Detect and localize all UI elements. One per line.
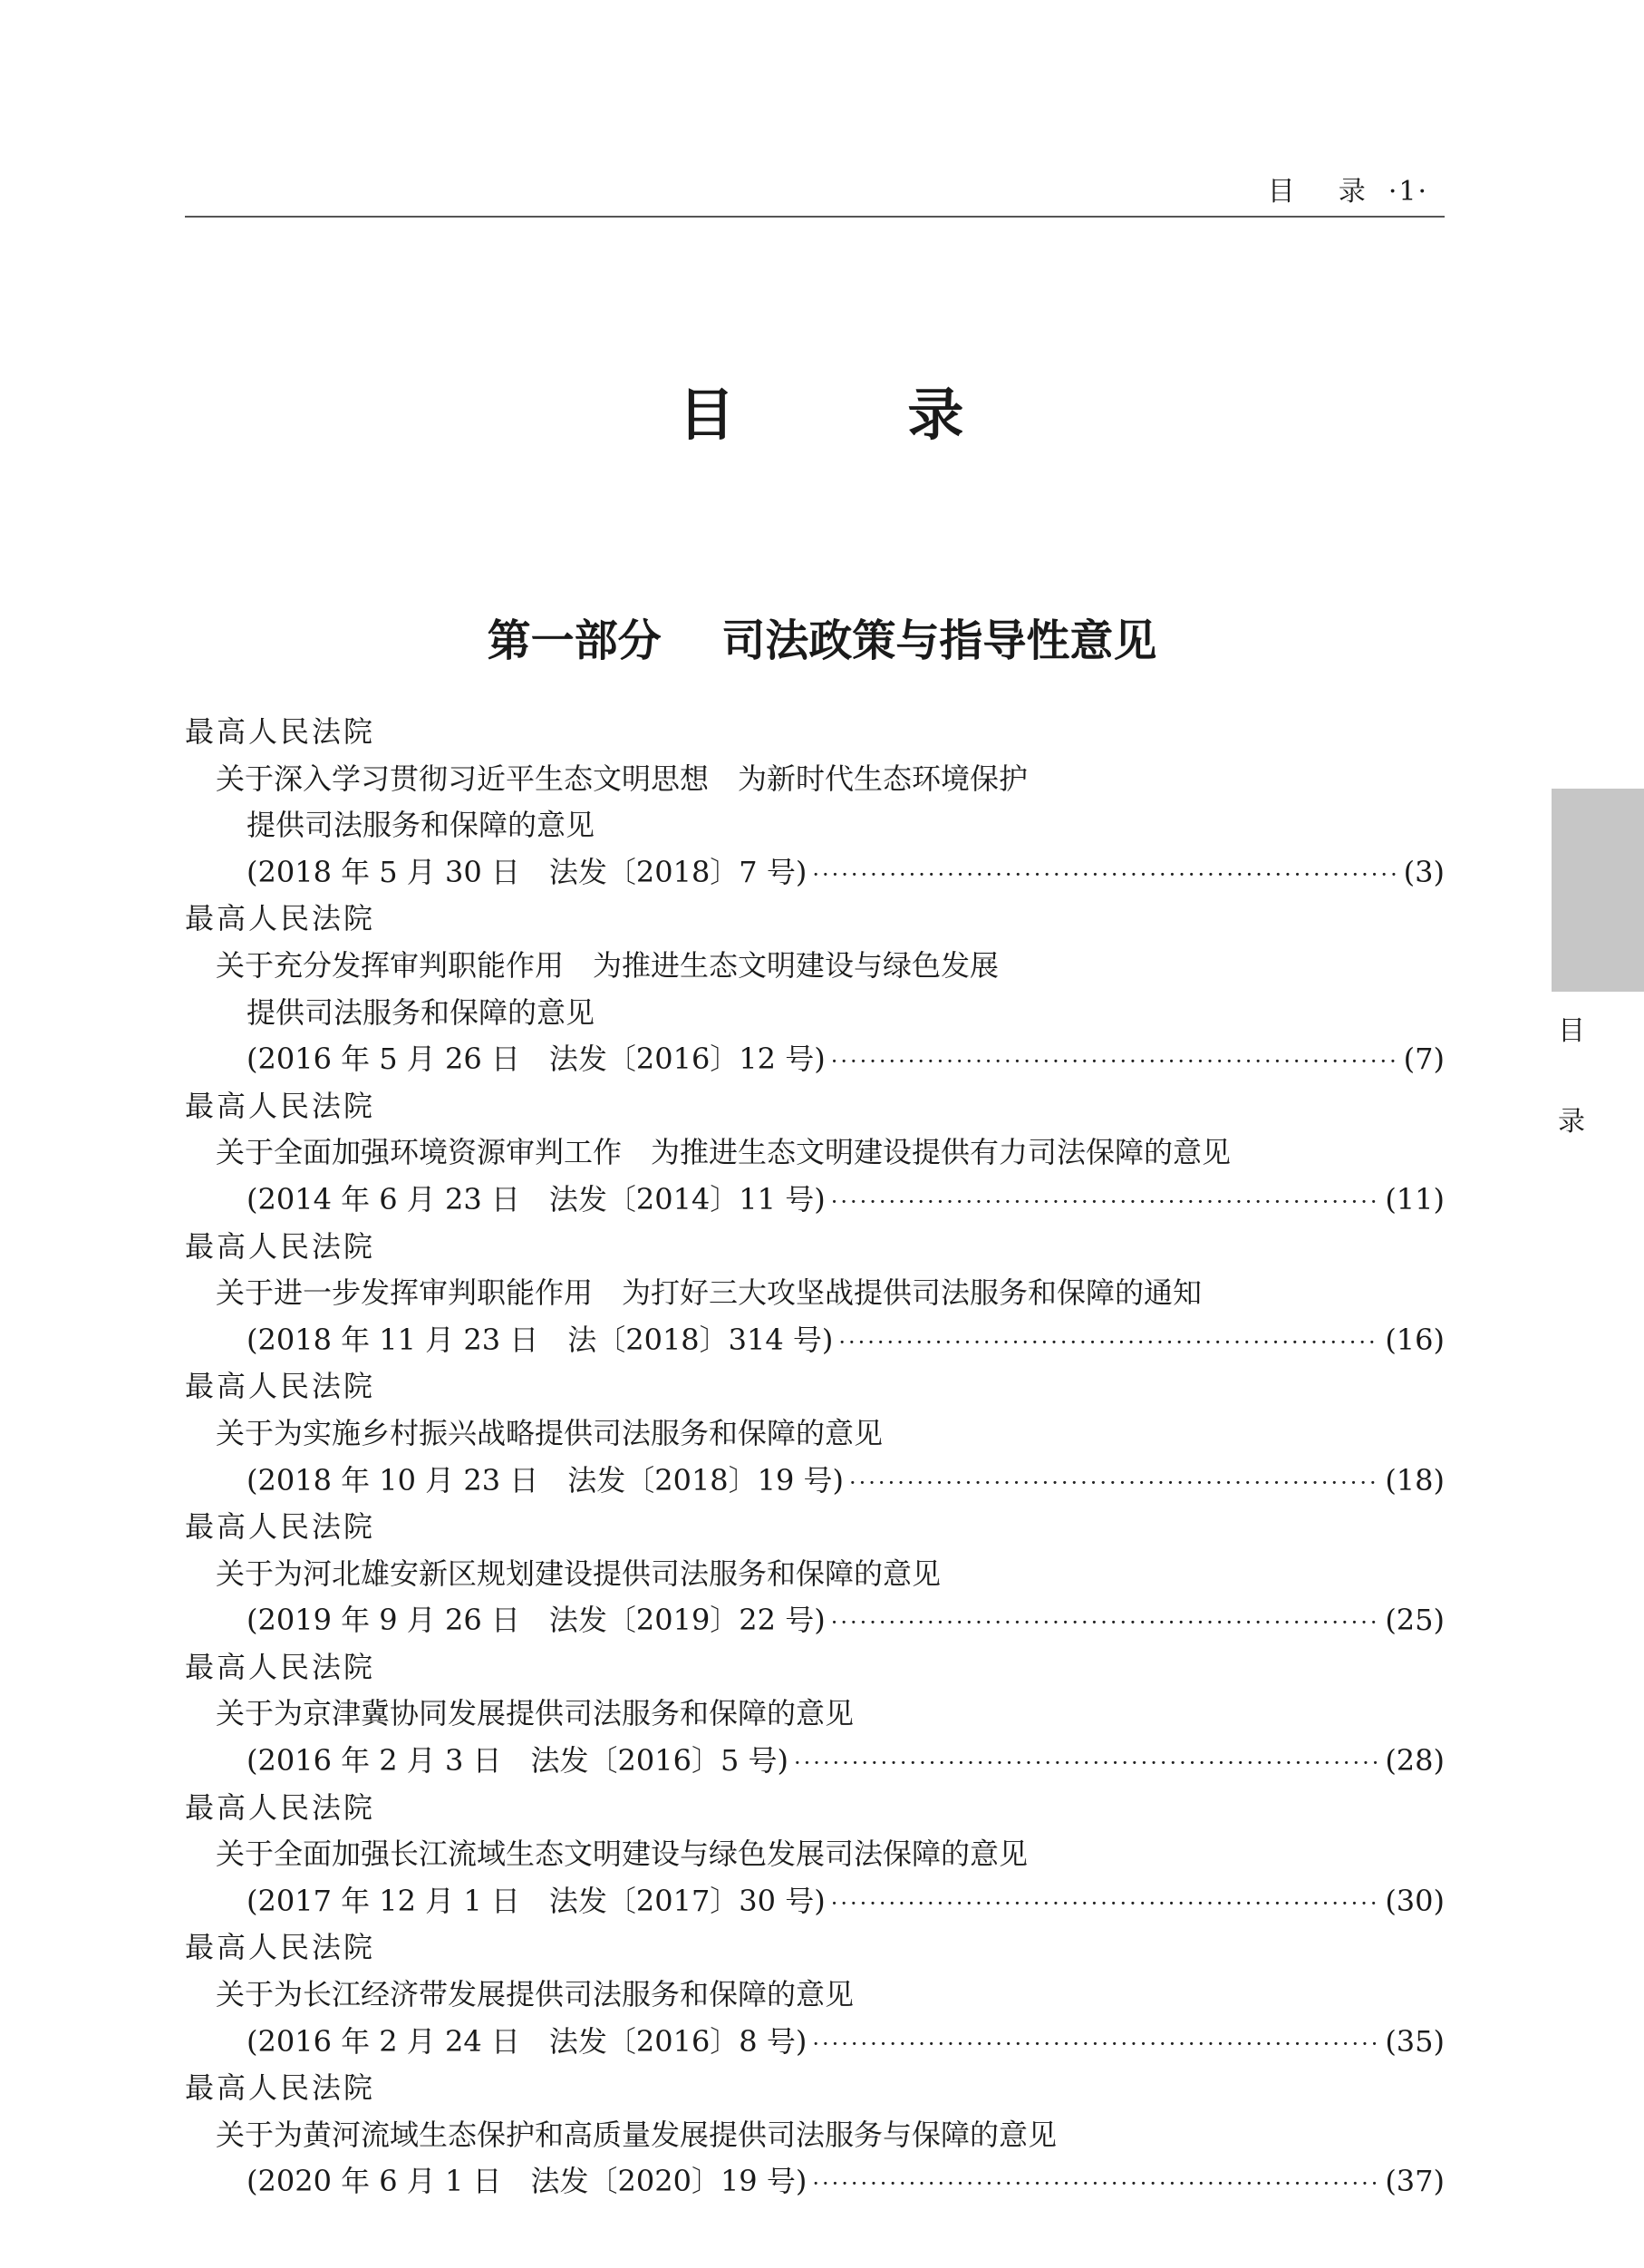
toc-issuer: 最高人民法院 — [185, 1369, 376, 1404]
toc-meta: (2019 年 9 月 26 日 法发〔2019〕22 号) — [247, 1603, 826, 1638]
toc-page-number[interactable]: (37) — [1385, 2164, 1445, 2199]
toc-page-number[interactable]: (16) — [1385, 1322, 1445, 1357]
page-title: 目 录 — [678, 382, 966, 448]
toc-title[interactable]: 关于深入学习贯彻习近平生态文明思想 为新时代生态环境保护 — [216, 761, 1029, 796]
toc-title[interactable]: 关于全面加强长江流域生态文明建设与绿色发展司法保障的意见 — [216, 1837, 1029, 1872]
toc-meta: (2016 年 2 月 3 日 法发〔2016〕5 号) — [247, 1743, 788, 1779]
toc-meta: (2016 年 5 月 26 日 法发〔2016〕12 号) — [247, 1042, 826, 1077]
toc-entry[interactable] — [185, 896, 1445, 1082]
toc-entry[interactable] — [185, 1363, 1445, 1504]
toc-title[interactable]: 关于为京津冀协同发展提供司法服务和保障的意见 — [216, 1696, 855, 1731]
toc-meta-line — [185, 1597, 1445, 1644]
side-tab-label-char1: 目 — [1558, 1015, 1585, 1047]
dot-leader — [831, 1881, 1378, 1928]
toc-meta-line — [185, 1878, 1445, 1925]
toc-meta: (2016 年 2 月 24 日 法发〔2016〕8 号) — [247, 2023, 807, 2059]
toc-entry[interactable] — [185, 709, 1445, 896]
toc-title[interactable]: 关于为河北雄安新区规划建设提供司法服务和保障的意见 — [216, 1556, 942, 1591]
dot-leader — [812, 2161, 1378, 2208]
dot-leader — [812, 852, 1396, 899]
dot-leader — [831, 1600, 1378, 1647]
toc-title-continued[interactable]: 提供司法服务和保障的意见 — [247, 808, 595, 843]
toc-meta: (2017 年 12 月 1 日 法发〔2017〕30 号) — [247, 1883, 826, 1918]
toc-issuer: 最高人民法院 — [185, 714, 376, 749]
toc-page-number[interactable]: (30) — [1385, 1883, 1445, 1918]
toc-issuer: 最高人民法院 — [185, 1509, 376, 1545]
toc-issuer: 最高人民法院 — [185, 1789, 376, 1825]
toc-meta: (2020 年 6 月 1 日 法发〔2020〕19 号) — [247, 2164, 807, 2199]
toc-entry[interactable] — [185, 1924, 1445, 2065]
dot-leader — [794, 1740, 1378, 1788]
toc-meta-line — [185, 1458, 1445, 1505]
dot-leader — [831, 1039, 1397, 1086]
toc-title[interactable]: 关于为实施乡村振兴战略提供司法服务和保障的意见 — [216, 1415, 884, 1450]
toc-title[interactable]: 关于为长江经济带发展提供司法服务和保障的意见 — [216, 1977, 855, 2012]
toc-page-number[interactable]: (28) — [1385, 1743, 1445, 1779]
toc-meta: (2018 年 10 月 23 日 法发〔2018〕19 号) — [247, 1462, 845, 1497]
toc-page-number[interactable]: (3) — [1403, 854, 1445, 889]
toc-page-number[interactable]: (25) — [1385, 1603, 1445, 1638]
dot-leader — [849, 1460, 1378, 1507]
toc-page-number[interactable]: (35) — [1385, 2023, 1445, 2059]
dot-leader — [838, 1320, 1378, 1367]
toc-title[interactable]: 关于进一步发挥审判职能作用 为打好三大攻坚战提供司法服务和保障的通知 — [216, 1275, 1203, 1311]
toc-meta-line — [185, 1036, 1445, 1083]
dot-leader — [831, 1179, 1378, 1226]
toc-issuer: 最高人民法院 — [185, 1649, 376, 1684]
toc-issuer: 最高人民法院 — [185, 901, 376, 936]
toc-entry[interactable] — [185, 1083, 1445, 1224]
toc-meta-line — [185, 1738, 1445, 1785]
toc-page-number[interactable]: (18) — [1385, 1462, 1445, 1497]
toc-issuer: 最高人民法院 — [185, 1088, 376, 1123]
running-header-title: 目 录 ·1· — [1267, 176, 1428, 208]
toc-title[interactable]: 关于全面加强环境资源审判工作 为推进生态文明建设提供有力司法保障的意见 — [216, 1135, 1232, 1170]
toc-meta: (2018 年 5 月 30 日 法发〔2018〕7 号) — [247, 854, 807, 889]
dot-leader — [812, 2021, 1378, 2069]
toc-entry[interactable] — [185, 1504, 1445, 1644]
toc-entry[interactable] — [185, 1644, 1445, 1785]
toc-issuer: 最高人民法院 — [185, 1930, 376, 1965]
side-tab-label-char2: 录 — [1558, 1106, 1585, 1138]
toc-entry[interactable] — [185, 1785, 1445, 1925]
toc-entry[interactable] — [185, 2065, 1445, 2205]
toc-meta: (2018 年 11 月 23 日 法〔2018〕314 号) — [247, 1322, 834, 1357]
toc-meta-line — [185, 2019, 1445, 2066]
toc-page-number[interactable]: (7) — [1403, 1042, 1445, 1077]
running-header — [185, 163, 1445, 218]
toc-entry[interactable] — [185, 1224, 1445, 1364]
part-title: 第一部分 司法政策与指导性意见 — [487, 615, 1157, 666]
toc-title[interactable]: 关于为黄河流域生态保护和高质量发展提供司法服务与保障的意见 — [216, 2117, 1058, 2152]
toc-issuer: 最高人民法院 — [185, 1228, 376, 1264]
toc-meta-line — [185, 1317, 1445, 1364]
toc-meta-line — [185, 849, 1445, 897]
toc-meta-line — [185, 2158, 1445, 2205]
side-thumb-tab — [1552, 789, 1644, 992]
toc-title[interactable]: 关于充分发挥审判职能作用 为推进生态文明建设与绿色发展 — [216, 947, 1000, 983]
toc-page-number[interactable]: (11) — [1385, 1181, 1445, 1216]
toc-meta-line — [185, 1177, 1445, 1224]
toc-title-continued[interactable]: 提供司法服务和保障的意见 — [247, 994, 595, 1030]
toc-meta: (2014 年 6 月 23 日 法发〔2014〕11 号) — [247, 1181, 826, 1216]
toc-issuer: 最高人民法院 — [185, 2070, 376, 2106]
table-of-contents — [185, 709, 1445, 2205]
